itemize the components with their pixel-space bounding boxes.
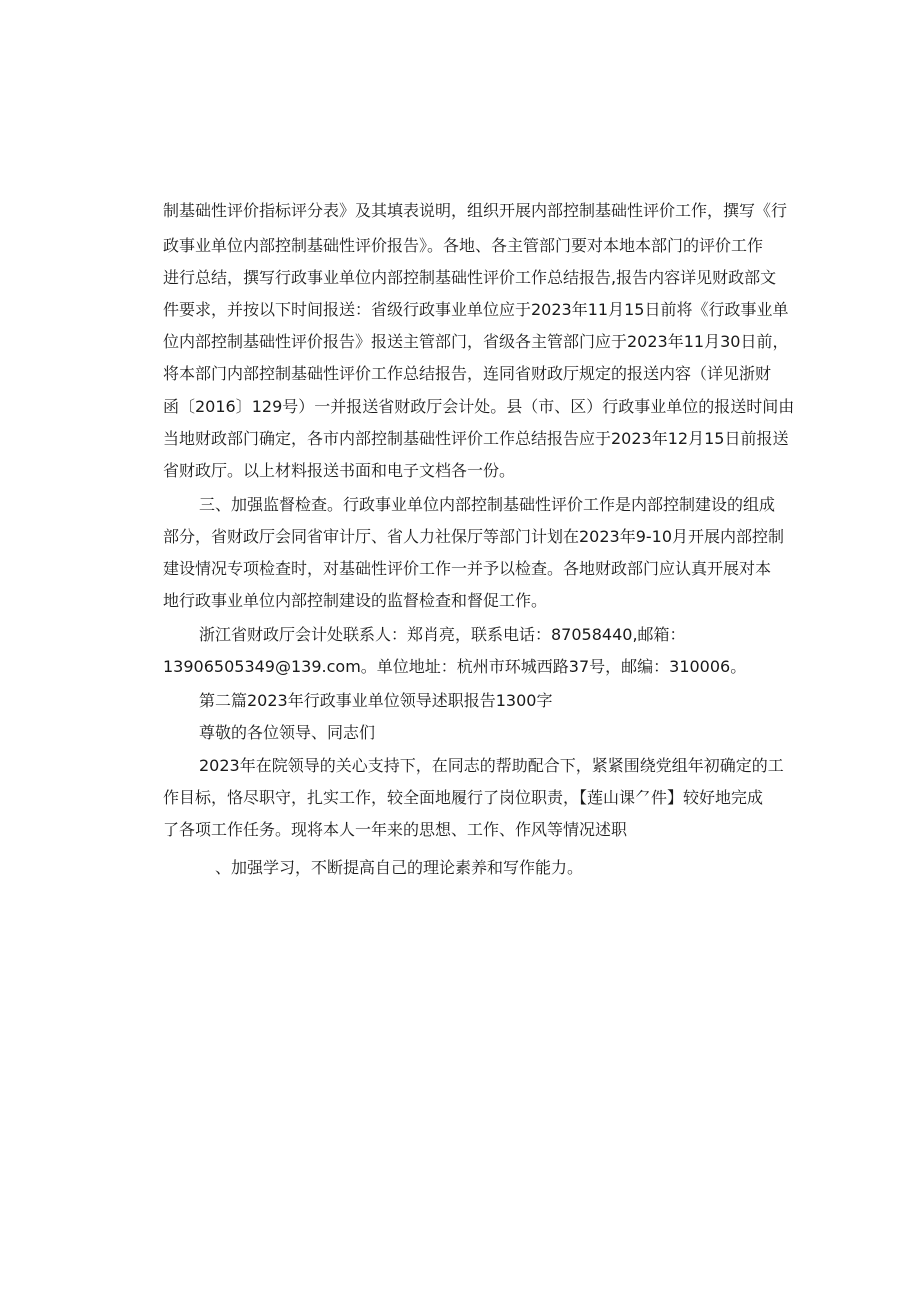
text-line: 部分，省财政厅会同省审计厅、省人力社保厅等部门计划在2023年9-10月开展内部控制 [163,527,785,546]
text-line: 建设情况专项检查时，对基础性评价工作一并予以检查。各地财政部门应认真开展对本 [163,559,772,578]
contact-line: 13906505349@139.com。单位地址：杭州市环城西路37号，邮编：310006。 [163,657,747,676]
text-line: 函〔2016〕129号）一并报送省财政厅会计处。县（市、区）行政事业单位的报送时间由 [163,397,795,416]
text-line: 省财政厅。以上材料报送书面和电子文档各一份。 [163,461,516,480]
article-title: 第二篇2023年行政事业单位领导述职报告1300字 [199,691,553,710]
contact-line: 浙江省财政厅会计处联系人：郑肖亮，联系电话：87058440,邮箱： [199,625,686,644]
salutation: 尊敬的各位领导、同志们 [199,723,376,742]
section-heading-line: 三、加强监督检查。行政事业单位内部控制基础性评价工作是内部控制建设的组成 [199,495,776,514]
text-line: 、加强学习，不断提高自己的理论素养和写作能力。 [215,858,584,877]
text-line: 件要求，并按以下时间报送：省级行政事业单位应于2023年11月15日前将《行政事业单 [163,300,789,319]
text-line: 地行政事业单位内部控制建设的监督检查和督促工作。 [163,591,548,610]
text-line: 位内部控制基础性评价报告》报送主管部门，省级各主管部门应于2023年11月30日前， [163,332,789,351]
text-line: 当地财政部门确定，各市内部控制基础性评价工作总结报告应于2023年12月15日前报送 [163,429,789,448]
text-line: 政事业单位内部控制基础性评价报告》。各地、各主管部门要对本地本部门的评价工作 [163,236,764,255]
text-line: 2023年在院领导的关心支持下，在同志的帮助配合下，紧紧围绕党组年初确定的工 [199,756,784,775]
text-line: 进行总结，撰写行政事业单位内部控制基础性评价工作总结报告,报告内容详见财政部文 [163,268,777,287]
text-line: 了各项工作任务。现将本人一年来的思想、工作、作风等情况述职 [163,820,628,839]
text-line: 作目标，恪尽职守，扎实工作，较全面地履行了岗位职责，【莲山课⺈件】较好地完成 [163,788,764,807]
text-line: 制基础性评价指标评分表》及其填表说明，组织开展内部控制基础性评价工作，撰写《行 [163,201,788,220]
text-line: 将本部门内部控制基础性评价工作总结报告，连同省财政厅规定的报送内容（详见浙财 [163,364,772,383]
